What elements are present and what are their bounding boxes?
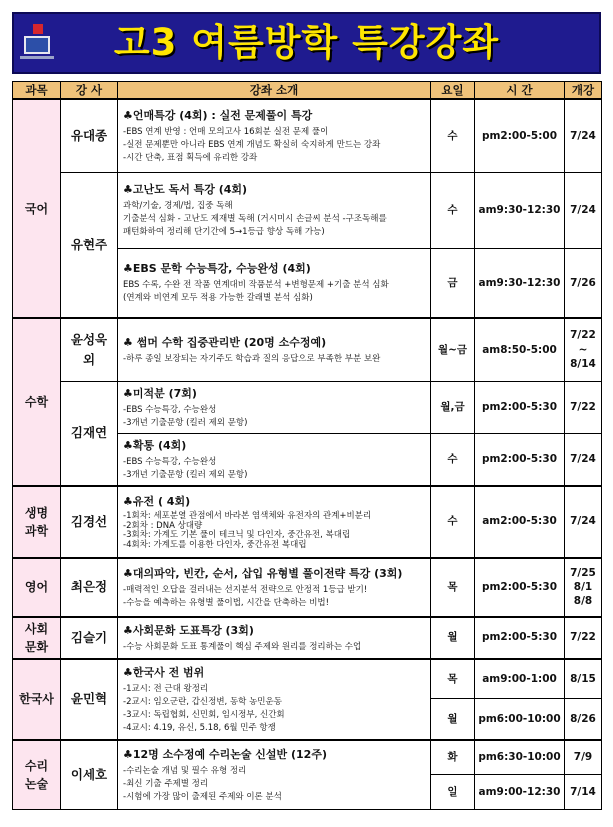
- subject-line: 문화: [24, 639, 49, 654]
- time-cell: pm2:00-5:30: [475, 558, 565, 617]
- subject-line: 과학: [24, 523, 49, 538]
- time-cell: pm6:00-10:00: [475, 699, 565, 740]
- day-cell: 수: [431, 99, 475, 172]
- course-title: ♣12명 소수정예 수리논술 신설반 (12주): [123, 747, 327, 761]
- course-line: -실전 문제뿐만 아니라 EBS 연계 개념도 확실히 숙지하게 만드는 강좌: [123, 139, 381, 150]
- time-cell: pm2:00-5:00: [475, 99, 565, 172]
- table-row: [13, 617, 602, 659]
- day-cell: 월,금: [431, 381, 475, 433]
- subject-line: 수리: [24, 758, 49, 773]
- teacher-cell: 유현주: [61, 172, 118, 318]
- course-title: ♣고난도 독서 특강 (4회): [123, 183, 248, 196]
- table-row: [13, 558, 602, 617]
- open-cell: 8/26: [565, 699, 602, 740]
- day-cell: 수: [431, 172, 475, 248]
- open-date: 8/14: [570, 357, 596, 370]
- course-line: -3회차: 가계도 기본 풀이 테크닉 및 다인자, 중간유전, 복대립: [123, 530, 351, 540]
- course-line: -매력적인 오답을 걸러내는 선지분석 전략으로 안정적 1등급 받기!: [123, 584, 368, 595]
- table-row: [13, 99, 602, 172]
- table-row: [13, 318, 602, 381]
- teacher-cell: 김슬기: [61, 617, 118, 659]
- course-line: -1회차: 세포분열 관점에서 바라본 염색체와 유전자의 관계+비분리: [123, 511, 372, 521]
- time-cell: am2:00-5:30: [475, 486, 565, 558]
- course-cell: [118, 381, 431, 433]
- open-cell: 7/22: [565, 381, 602, 433]
- header-course: 강좌 소개: [118, 82, 431, 100]
- course-line: (연계와 비연계 모두 적용 가능한 갈래별 분석 심화): [123, 293, 313, 304]
- open-cell: 8/15: [565, 659, 602, 699]
- course-line: -시험에 가장 많이 출제된 주제와 이론 분석: [123, 791, 282, 802]
- time-cell: pm2:00-5:30: [475, 381, 565, 433]
- time-cell: am9:00-1:00: [475, 659, 565, 699]
- course-title: ♣한국사 전 범위: [123, 665, 205, 679]
- time-cell: pm2:00-5:30: [475, 617, 565, 659]
- teacher-cell: 이세호: [61, 740, 118, 810]
- course-line: -4교시: 4.19, 유신, 5.18, 6월 민주 항쟁: [123, 722, 276, 733]
- course-cell: [118, 248, 431, 318]
- course-line: EBS 수록, 수완 전 작품 연계대비 작품분석 +변형문제 +기출 분석 심화: [123, 280, 389, 291]
- table-row: [13, 486, 602, 558]
- course-cell: [118, 99, 431, 172]
- day-cell: 월~금: [431, 318, 475, 381]
- subject-history: 한국사: [13, 659, 61, 740]
- open-cell: 7/24: [565, 172, 602, 248]
- course-line: -수리논술 개념 및 필수 유형 정리: [123, 765, 247, 776]
- open-date: 7/22: [570, 329, 596, 342]
- course-line: 패턴화하여 정리해 단기간에 5→1등급 향상 독해 가능): [123, 227, 325, 237]
- day-cell: 화: [431, 740, 475, 775]
- header-time: 시 간: [475, 82, 565, 100]
- course-cell: [118, 486, 431, 558]
- course-cell: [118, 558, 431, 617]
- course-cell: [118, 740, 431, 810]
- course-cell: [118, 318, 431, 381]
- header-open: 개강: [565, 82, 602, 100]
- table-row: [13, 172, 602, 248]
- time-cell: am9:00-12:30: [475, 775, 565, 810]
- teacher-cell: 최은정: [61, 558, 118, 617]
- open-range: ~: [578, 343, 588, 356]
- course-title: ♣사회문화 도표특강 (3회): [123, 623, 254, 637]
- open-cell: 7/26: [565, 248, 602, 318]
- teacher-name: 윤성욱: [70, 331, 108, 347]
- course-line: -EBS 수능특강, 수능완성: [123, 404, 217, 415]
- course-line: -3교시: 독립협회, 신민회, 임시정부, 신간회: [123, 709, 285, 720]
- course-line: -하루 종일 보장되는 자기주도 학습과 질의 응답으로 부족한 부분 보완: [123, 353, 381, 364]
- course-cell: [118, 433, 431, 486]
- day-cell: 금: [431, 248, 475, 318]
- course-line: -EBS 수능특강, 수능완성: [123, 456, 217, 467]
- open-cell: [565, 558, 602, 617]
- teacher-cell: 김경선: [61, 486, 118, 558]
- course-line: -2교시: 임오군란, 갑신정변, 동학 농민운동: [123, 696, 282, 707]
- course-line: 기출분석 심화 - 고난도 제재별 독해 (거시미시 손글씨 분석 -구조독해를: [123, 214, 387, 224]
- open-cell: [565, 318, 602, 381]
- header-day: 요일: [431, 82, 475, 100]
- subject-math: 수학: [13, 318, 61, 486]
- page-title: 고3 여름방학 특강강좌: [113, 21, 500, 64]
- course-title: ♣유전 ( 4회): [123, 495, 191, 508]
- teacher-cell: 유대종: [61, 99, 118, 172]
- subject-english: 영어: [13, 558, 61, 617]
- subject-line: 논술: [24, 776, 49, 791]
- course-line: -3개년 기출문항 (킬러 제외 문항): [123, 417, 248, 428]
- course-title: ♣확통 (4회): [123, 438, 187, 452]
- course-line: -4회차: 가계도를 이용한 다인자, 중간유전 복대립: [123, 539, 307, 550]
- open-cell: 7/24: [565, 99, 602, 172]
- course-line: 과학/기술, 경제/법, 집중 독해: [123, 201, 233, 211]
- teacher-suffix: 외: [82, 351, 96, 367]
- subject-essay: [13, 740, 61, 810]
- open-cell: 7/22: [565, 617, 602, 659]
- day-cell: 일: [431, 775, 475, 810]
- day-cell: 월: [431, 617, 475, 659]
- table-row: [13, 381, 602, 433]
- course-line: -최신 기출 주제별 정리: [123, 778, 209, 789]
- course-title: ♣미적분 (7회): [123, 386, 197, 400]
- open-date: 7/25: [570, 566, 596, 579]
- open-cell: 7/24: [565, 486, 602, 558]
- day-cell: 수: [431, 433, 475, 486]
- time-cell: am9:30-12:30: [475, 172, 565, 248]
- time-cell: pm6:30-10:00: [475, 740, 565, 775]
- course-cell: [118, 172, 431, 248]
- table-row: [13, 740, 602, 775]
- title-banner: [12, 12, 601, 74]
- open-date: 8/1: [573, 580, 593, 593]
- header-teacher: 강 사: [61, 82, 118, 100]
- teacher-cell: 김재연: [61, 381, 118, 486]
- course-title: ♣EBS 문학 수능특강, 수능완성 (4회): [123, 262, 311, 276]
- day-cell: 목: [431, 558, 475, 617]
- open-cell: 7/24: [565, 433, 602, 486]
- course-line: -3개년 기출문항 (킬러 제외 문항): [123, 469, 248, 480]
- course-cell: [118, 659, 431, 740]
- subject-line: 생명: [24, 505, 49, 520]
- time-cell: pm2:00-5:30: [475, 433, 565, 486]
- open-cell: 7/14: [565, 775, 602, 810]
- header-subject: 과목: [13, 82, 61, 100]
- table-row: [13, 659, 602, 699]
- teacher-cell: 윤민혁: [61, 659, 118, 740]
- day-cell: 목: [431, 659, 475, 699]
- subject-korean: 국어: [13, 99, 61, 318]
- open-date: 8/8: [573, 595, 593, 608]
- course-line: -시간 단축, 표점 획득에 유리한 강좌: [123, 152, 258, 163]
- header-row: [13, 82, 602, 100]
- course-title: ♣ 썸머 수학 집중관리반 (20명 소수정예): [123, 335, 327, 349]
- subject-line: 사회: [24, 621, 49, 636]
- course-line: -2회차 : DNA 상대량: [123, 520, 203, 531]
- course-line: -수능을 예측하는 유형별 풀이법, 시간을 단축하는 비법!: [123, 597, 330, 608]
- day-cell: 월: [431, 699, 475, 740]
- subject-social: [13, 617, 61, 659]
- course-title: ♣언매특강 (4회) : 실전 문제풀이 특강: [123, 108, 313, 122]
- time-cell: am9:30-12:30: [475, 248, 565, 318]
- open-cell: 7/9: [565, 740, 602, 775]
- time-cell: am8:50-5:00: [475, 318, 565, 381]
- course-line: -수능 사회문화 도표 통계풀이 핵심 주제와 원리를 정리하는 수업: [123, 641, 362, 652]
- course-title: ♣대의파악, 빈칸, 순서, 삽입 유형별 풀이전략 특강 (3회): [123, 566, 403, 580]
- course-line: -1교시: 전 근대 왕정리: [123, 683, 209, 694]
- course-cell: [118, 617, 431, 659]
- schedule-table: [12, 81, 602, 810]
- course-line: -EBS 연계 반영 : 언매 모의고사 16회분 실전 문제 풀이: [123, 126, 329, 137]
- teacher-cell: [61, 318, 118, 381]
- day-cell: 수: [431, 486, 475, 558]
- subject-bio: [13, 486, 61, 558]
